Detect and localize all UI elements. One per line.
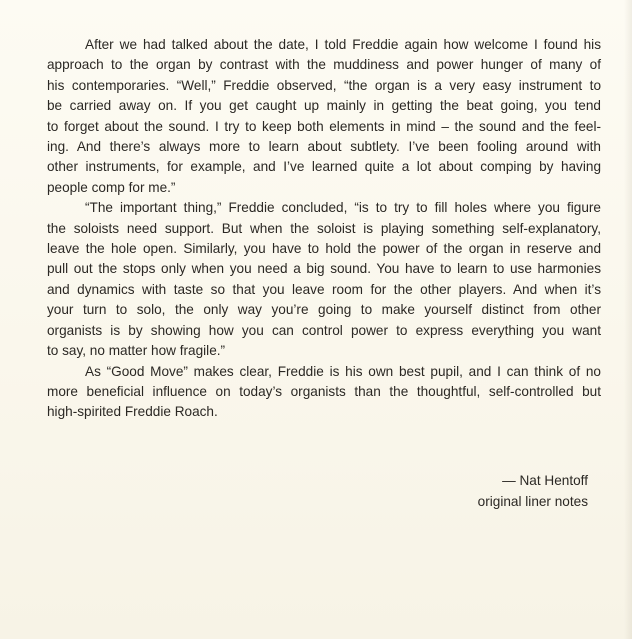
liner-notes-body [47,35,601,423]
text-line: his contemporaries. “Well,” Freddie observed, “the organ is a very easy instrument to [47,77,601,93]
text-line: and dynamics with taste so that you leave room for the other players. And when it’s [47,281,601,297]
text-line: your turn to solo, the only way you’re going to make yourself distinct from other [47,302,601,318]
text-line: ing. And there’s always more to learn about subtlety. I’ve been fooling around with [47,139,601,155]
text-line: more beneficial influence on today’s organists than the thoughtful, self-controlled but [47,383,601,399]
text-line: After we had talked about the date, I told Freddie again how welcome I found his [85,37,601,52]
text-line: As “Good Move” makes clear, Freddie is his own best pupil, and I can think of no [85,363,601,379]
text-line: to forget about the sound. I try to keep both elements in mind – the sound and the feel- [47,118,601,134]
attribution [478,470,588,512]
text-line: be carried away on. If you get caught up mainly in getting the beat going, you tend [47,98,601,114]
text-line: organists is by showing how you can control power to express everything you want [47,322,601,338]
paragraph-3 [47,362,601,423]
text-line: pull out the stops only when you need a big sound. You have to learn to use harmonies [47,261,601,277]
attribution-source: original liner notes [477,494,588,509]
text-line: approach to the organ by contrast with the muddiness and power hunger of many of [47,57,601,73]
page-edge-shadow [624,0,632,639]
text-line: other instruments, for example, and I’ve learned quite a lot about comping by having [47,159,601,175]
attribution-author: — Nat Hentoff [502,473,588,488]
text-line: “The important thing,” Freddie concluded, “is to try to fill holes where you figure [85,200,601,216]
text-line: leave the hole open. Similarly, you have to hold the power of the organ in reserve and [47,241,601,257]
text-line: to say, no matter how fragile.” [47,343,226,359]
text-line: the soloists need support. But when the soloist is playing something self-explanatory, [47,220,601,236]
paragraph-2 [47,198,601,361]
text-line: high-spirited Freddie Roach. [47,404,218,420]
text-line: people comp for me.” [47,179,176,195]
paragraph-1 [47,35,601,198]
